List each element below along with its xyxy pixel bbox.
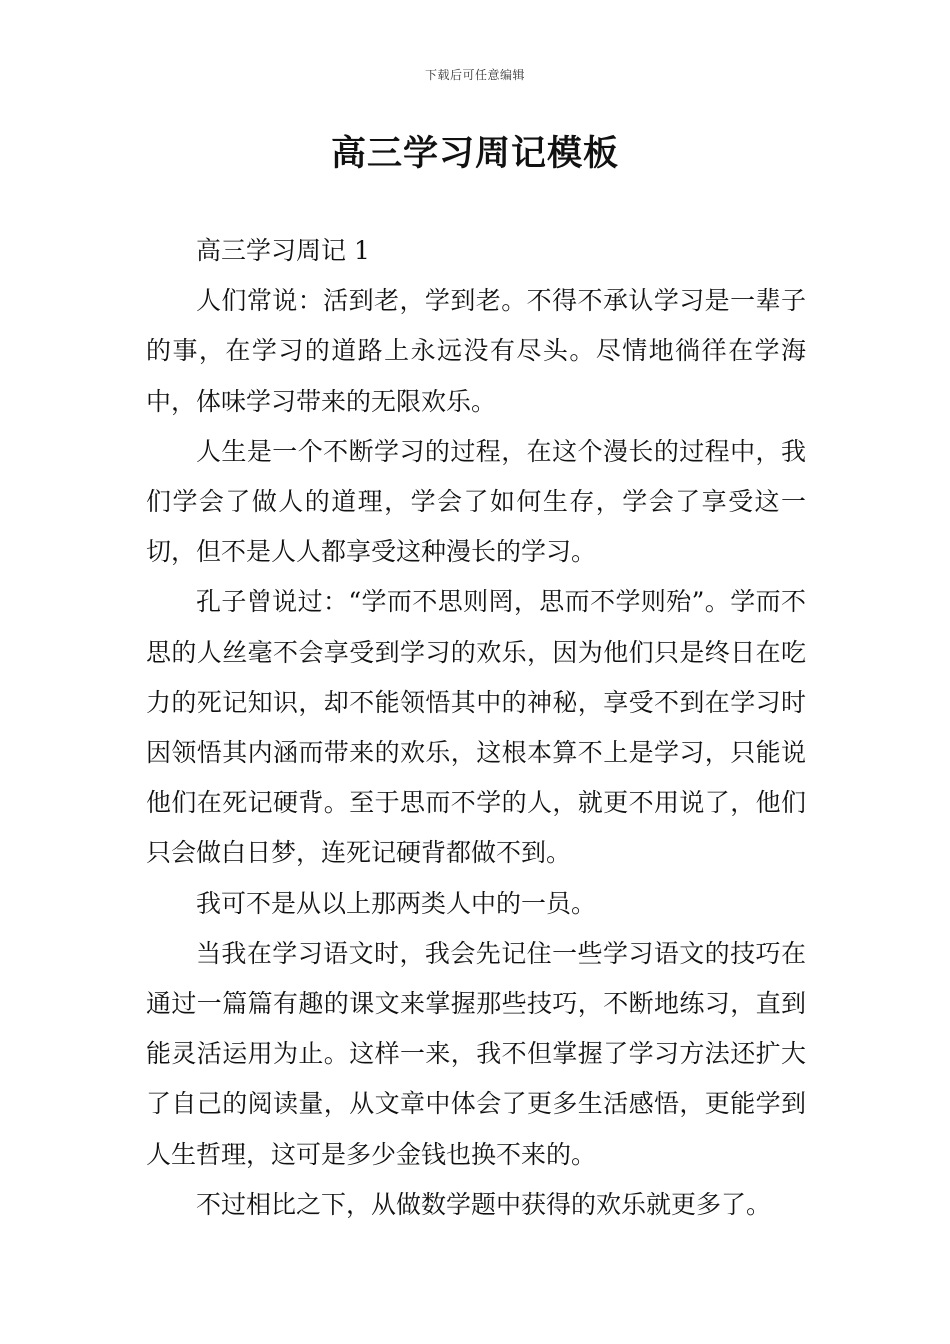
paragraph: 我可不是从以上那两类人中的一员。 — [196, 888, 597, 918]
paragraph: 当我在学习语文时，我会先记住一些学习语文的技巧在通过一篇篇有趣的课文来掌握那些技巧，不断地练习，直到能灵活运用为止。这样一来，我不但掌握了学习方法还扩大了自己的阅读量，从文章中体会了更多生活感悟，更能学到人生哲理，这可是多少金钱也换不来的。 — [146, 938, 806, 1169]
paragraph: 人生是一个不断学习的过程，在这个漫长的过程中，我们学会了做人的道理，学会了如何生存，学会了享受这一切，但不是人人都享受这种漫长的学习。 — [146, 436, 806, 567]
document-title: 高三学习周记模板 — [330, 133, 619, 174]
section-heading: 高三学习周记 1 — [196, 236, 370, 265]
header-note: 下载后可任意编辑 — [424, 68, 525, 82]
paragraph: 孔子曾说过：“学而不思则罔，思而不学则殆”。学而不思的人丝毫不会享受到学习的欢乐，因为他们只是终日在吃力的死记知识，却不能领悟其中的神秘，享受不到在学习时因领悟其内涵而带来的欢乐，这根本算不上是学习，只能说他们在死记硬背。至于思而不学的人，就更不用说了，他们只会做白日梦，连死记硬背都做不到。 — [146, 587, 806, 868]
document-body — [146, 226, 806, 1230]
paragraph: 人们常说：活到老，学到老。不得不承认学习是一辈子的事，在学习的道路上永远没有尽头。尽情地徜徉在学海中，体味学习带来的无限欢乐。 — [146, 286, 806, 416]
paragraph: 不过相比之下，从做数学题中获得的欢乐就更多了。 — [196, 1189, 772, 1219]
